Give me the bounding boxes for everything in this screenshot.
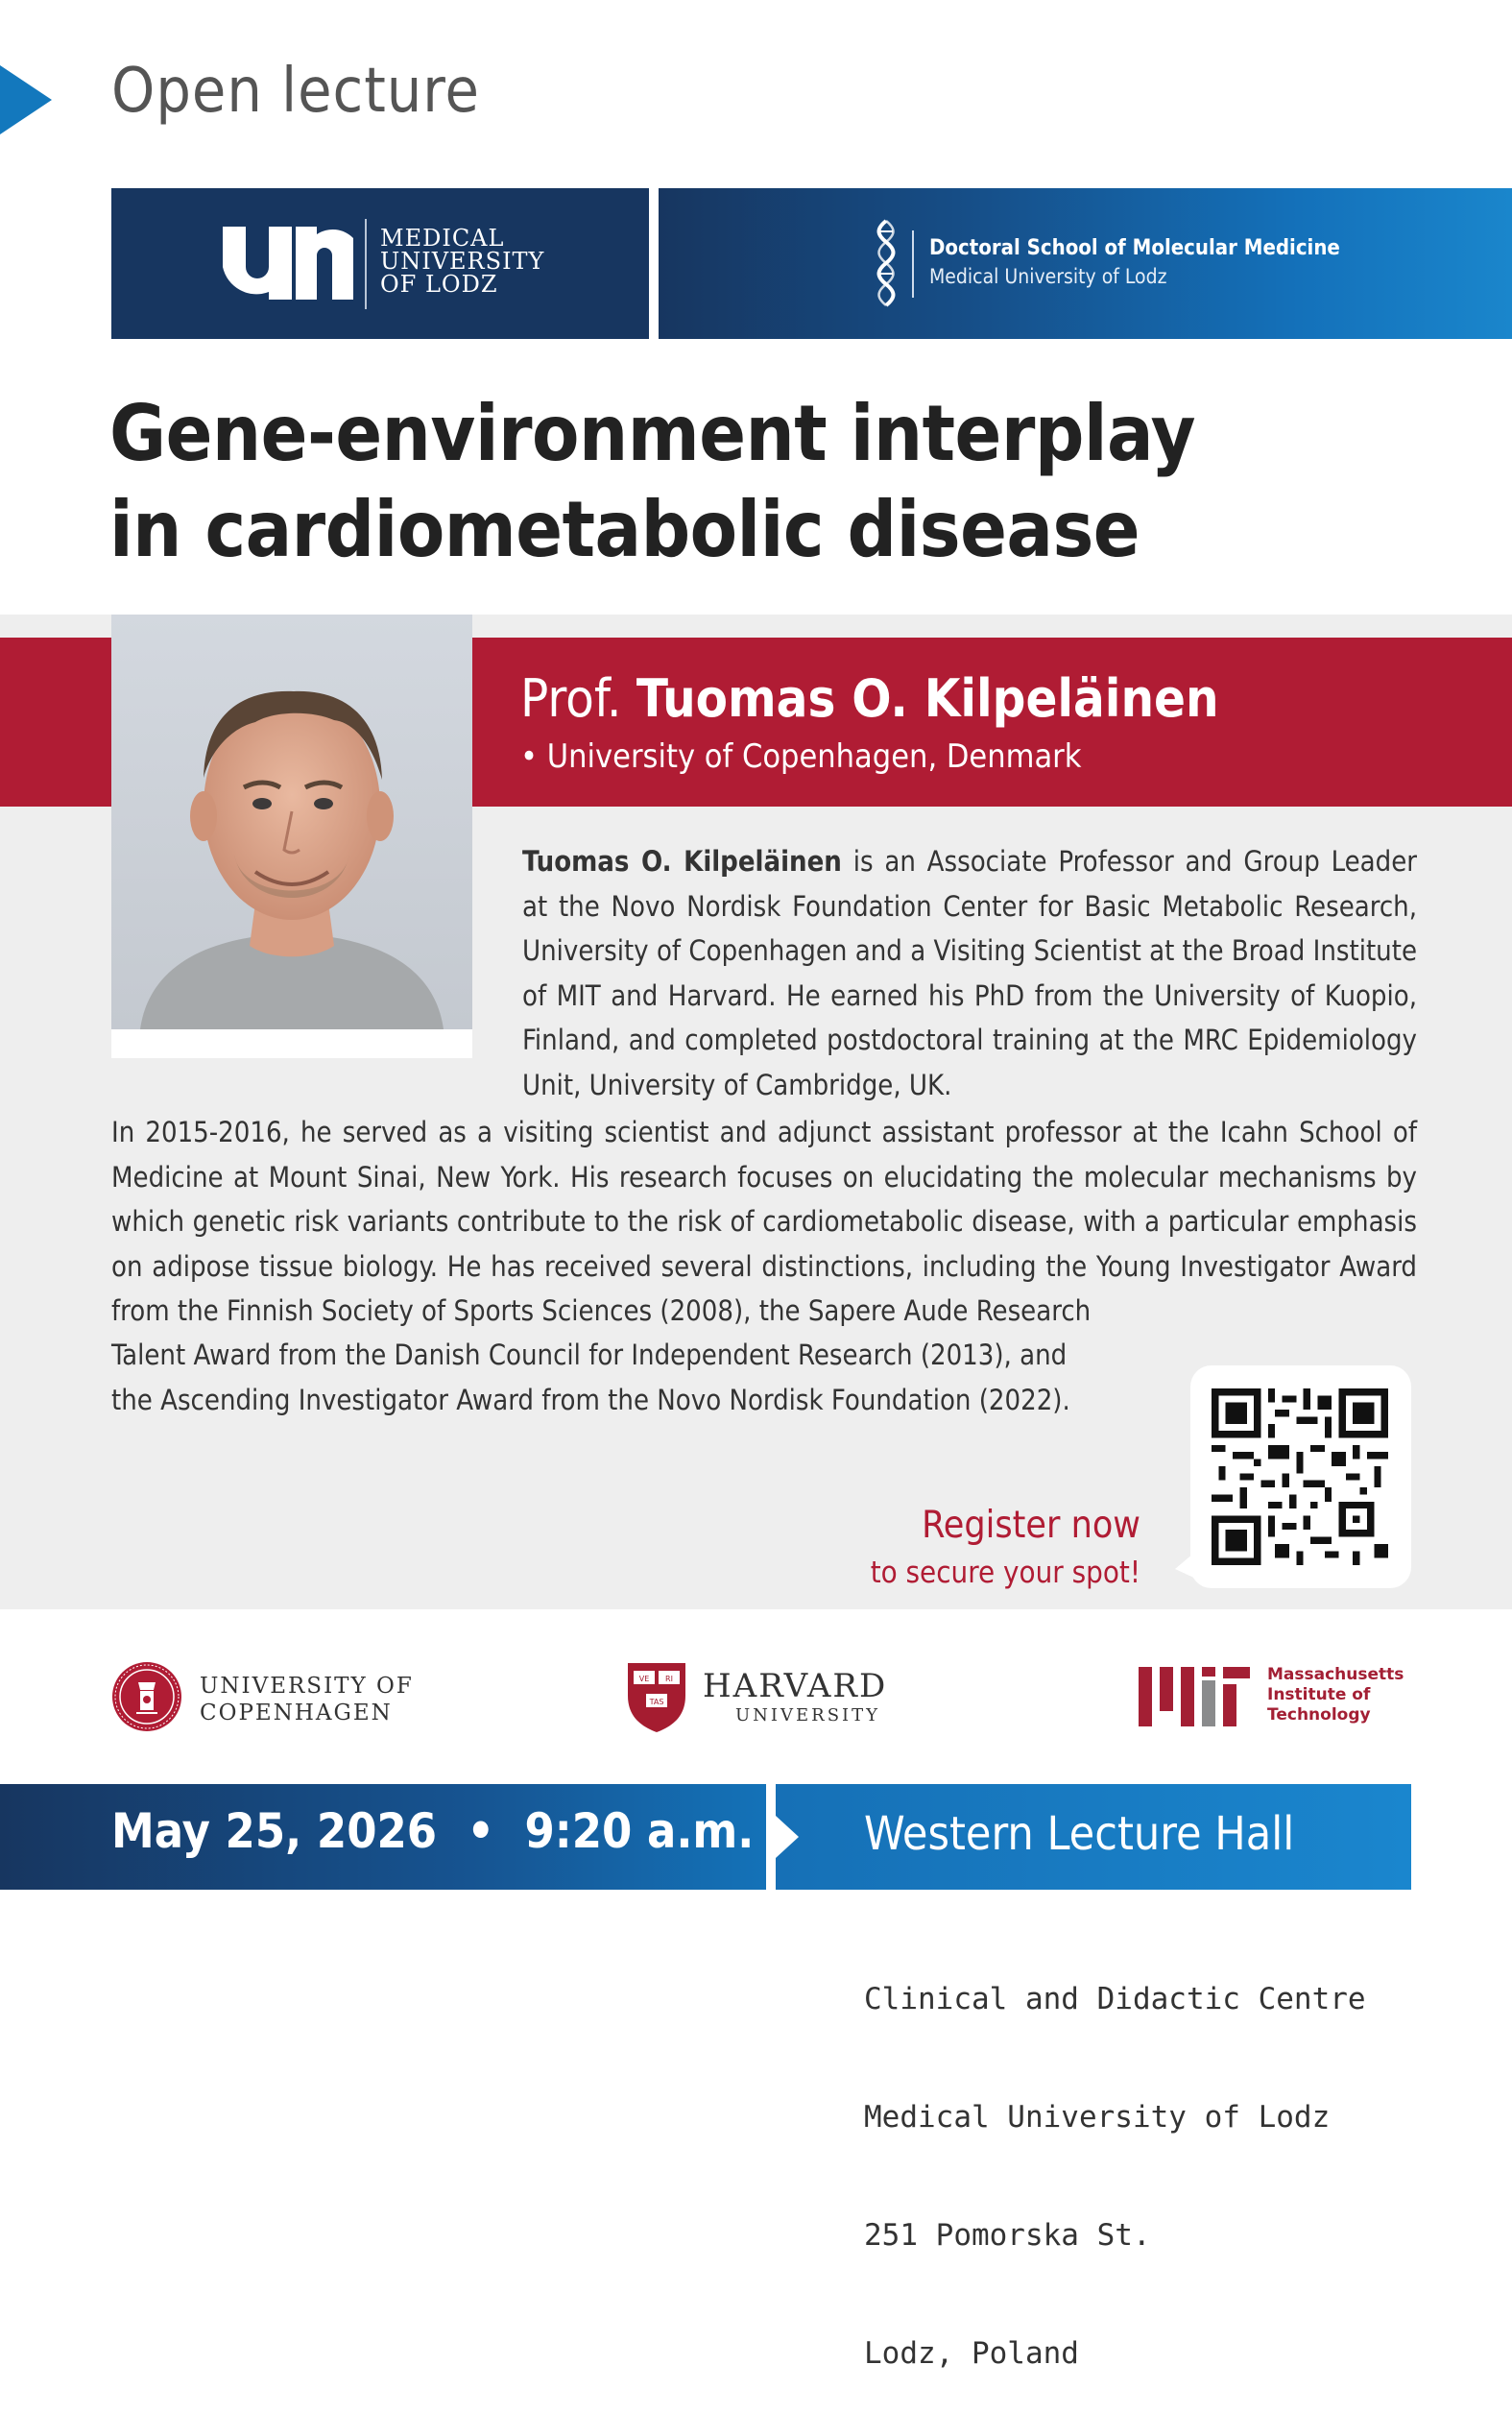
harvard-logo-sub: UNIVERSITY xyxy=(735,1705,881,1725)
qr-bubble-tail xyxy=(1175,1548,1200,1581)
doctoral-school-name: Doctoral School of Molecular Medicine xyxy=(929,236,1340,260)
register-cta: Register now xyxy=(922,1504,1140,1547)
harvard-shield-icon xyxy=(626,1661,687,1734)
doctoral-school-banner xyxy=(659,188,1512,339)
bio-paragraph-1: Tuomas O. Kilpeläinen is an Associate Professor and Group Leader at the Novo Nordisk Foundation Center for Basic Metabolic Research, University of Copenhagen and a Visiting Scientist at the Broad Institute of MIT and Harvard. He earned his PhD from the University of Kuopio, Finland, and completed postdoctoral training at the MRC Epidemiology Unit, University of Cambridge, UK. xyxy=(522,845,1417,1101)
event-date-time: May 25, 2026 • 9:20 a.m. xyxy=(111,1803,755,1859)
svg-text:RI: RI xyxy=(665,1675,673,1683)
registration-qr-code[interactable] xyxy=(1212,1388,1388,1565)
bio-paragraph-2: In 2015-2016, he served as a visiting scientist and adjunct assistant professor at the Icahn School of Medicine at Mount Sinai, New York. His research focuses on elucidating the molecular mechanisms by which genetic risk variants contribute to the risk of cardiometabolic disease, with a particular emphasis on adipose tissue biology. He has received several distinctions, including the Young Investigator Award from the Finnish Society of Sports Sciences (2008), the Sapere Aude Research xyxy=(111,1116,1417,1327)
venue-address: Clinical and Didactic Centre Medical University of Lodz 251 Pomorska St. Lodz, Poland xyxy=(864,1982,1366,2371)
dna-icon xyxy=(870,219,902,309)
speaker-name: Prof. Tuomas O. Kilpeläinen xyxy=(520,668,1219,729)
bio-paragraph-3: Talent Award from the Danish Council for Independent Research (2013), and the Ascending Investigator Award from the Novo Nordisk Foundation (2022). xyxy=(111,1339,1070,1416)
bullet-icon: • xyxy=(520,737,547,776)
speaker-affiliation: • University of Copenhagen, Denmark xyxy=(520,737,1082,776)
doctoral-school-divider xyxy=(912,230,914,298)
event-type-label: Open lecture xyxy=(111,56,480,127)
harvard-logo-name: HARVARD xyxy=(703,1667,888,1705)
svg-text:TAS: TAS xyxy=(649,1698,664,1706)
speaker-photo xyxy=(111,615,472,1029)
copenhagen-logo-text: UNIVERSITY OF COPENHAGEN xyxy=(200,1674,414,1725)
venue-name: Western Lecture Hall xyxy=(864,1807,1295,1861)
chevron-right-icon xyxy=(776,1816,799,1858)
svg-text:VE: VE xyxy=(638,1675,650,1683)
mit-logo-text: Massachusetts Institute of Technology xyxy=(1267,1665,1404,1725)
copenhagen-seal-icon xyxy=(111,1661,182,1732)
header-arrow-icon xyxy=(0,65,52,134)
um-logo-text: MEDICAL UNIVERSITY OF LODZ xyxy=(380,225,545,298)
lecture-title: Gene-environment interplay in cardiometabolic disease xyxy=(109,389,1196,574)
um-logo-icon xyxy=(219,223,353,300)
um-logo-divider xyxy=(365,219,367,309)
register-subtext: to secure your spot! xyxy=(870,1556,1140,1590)
doctoral-school-subtitle: Medical University of Lodz xyxy=(929,265,1167,288)
mit-logo-icon xyxy=(1139,1667,1250,1726)
